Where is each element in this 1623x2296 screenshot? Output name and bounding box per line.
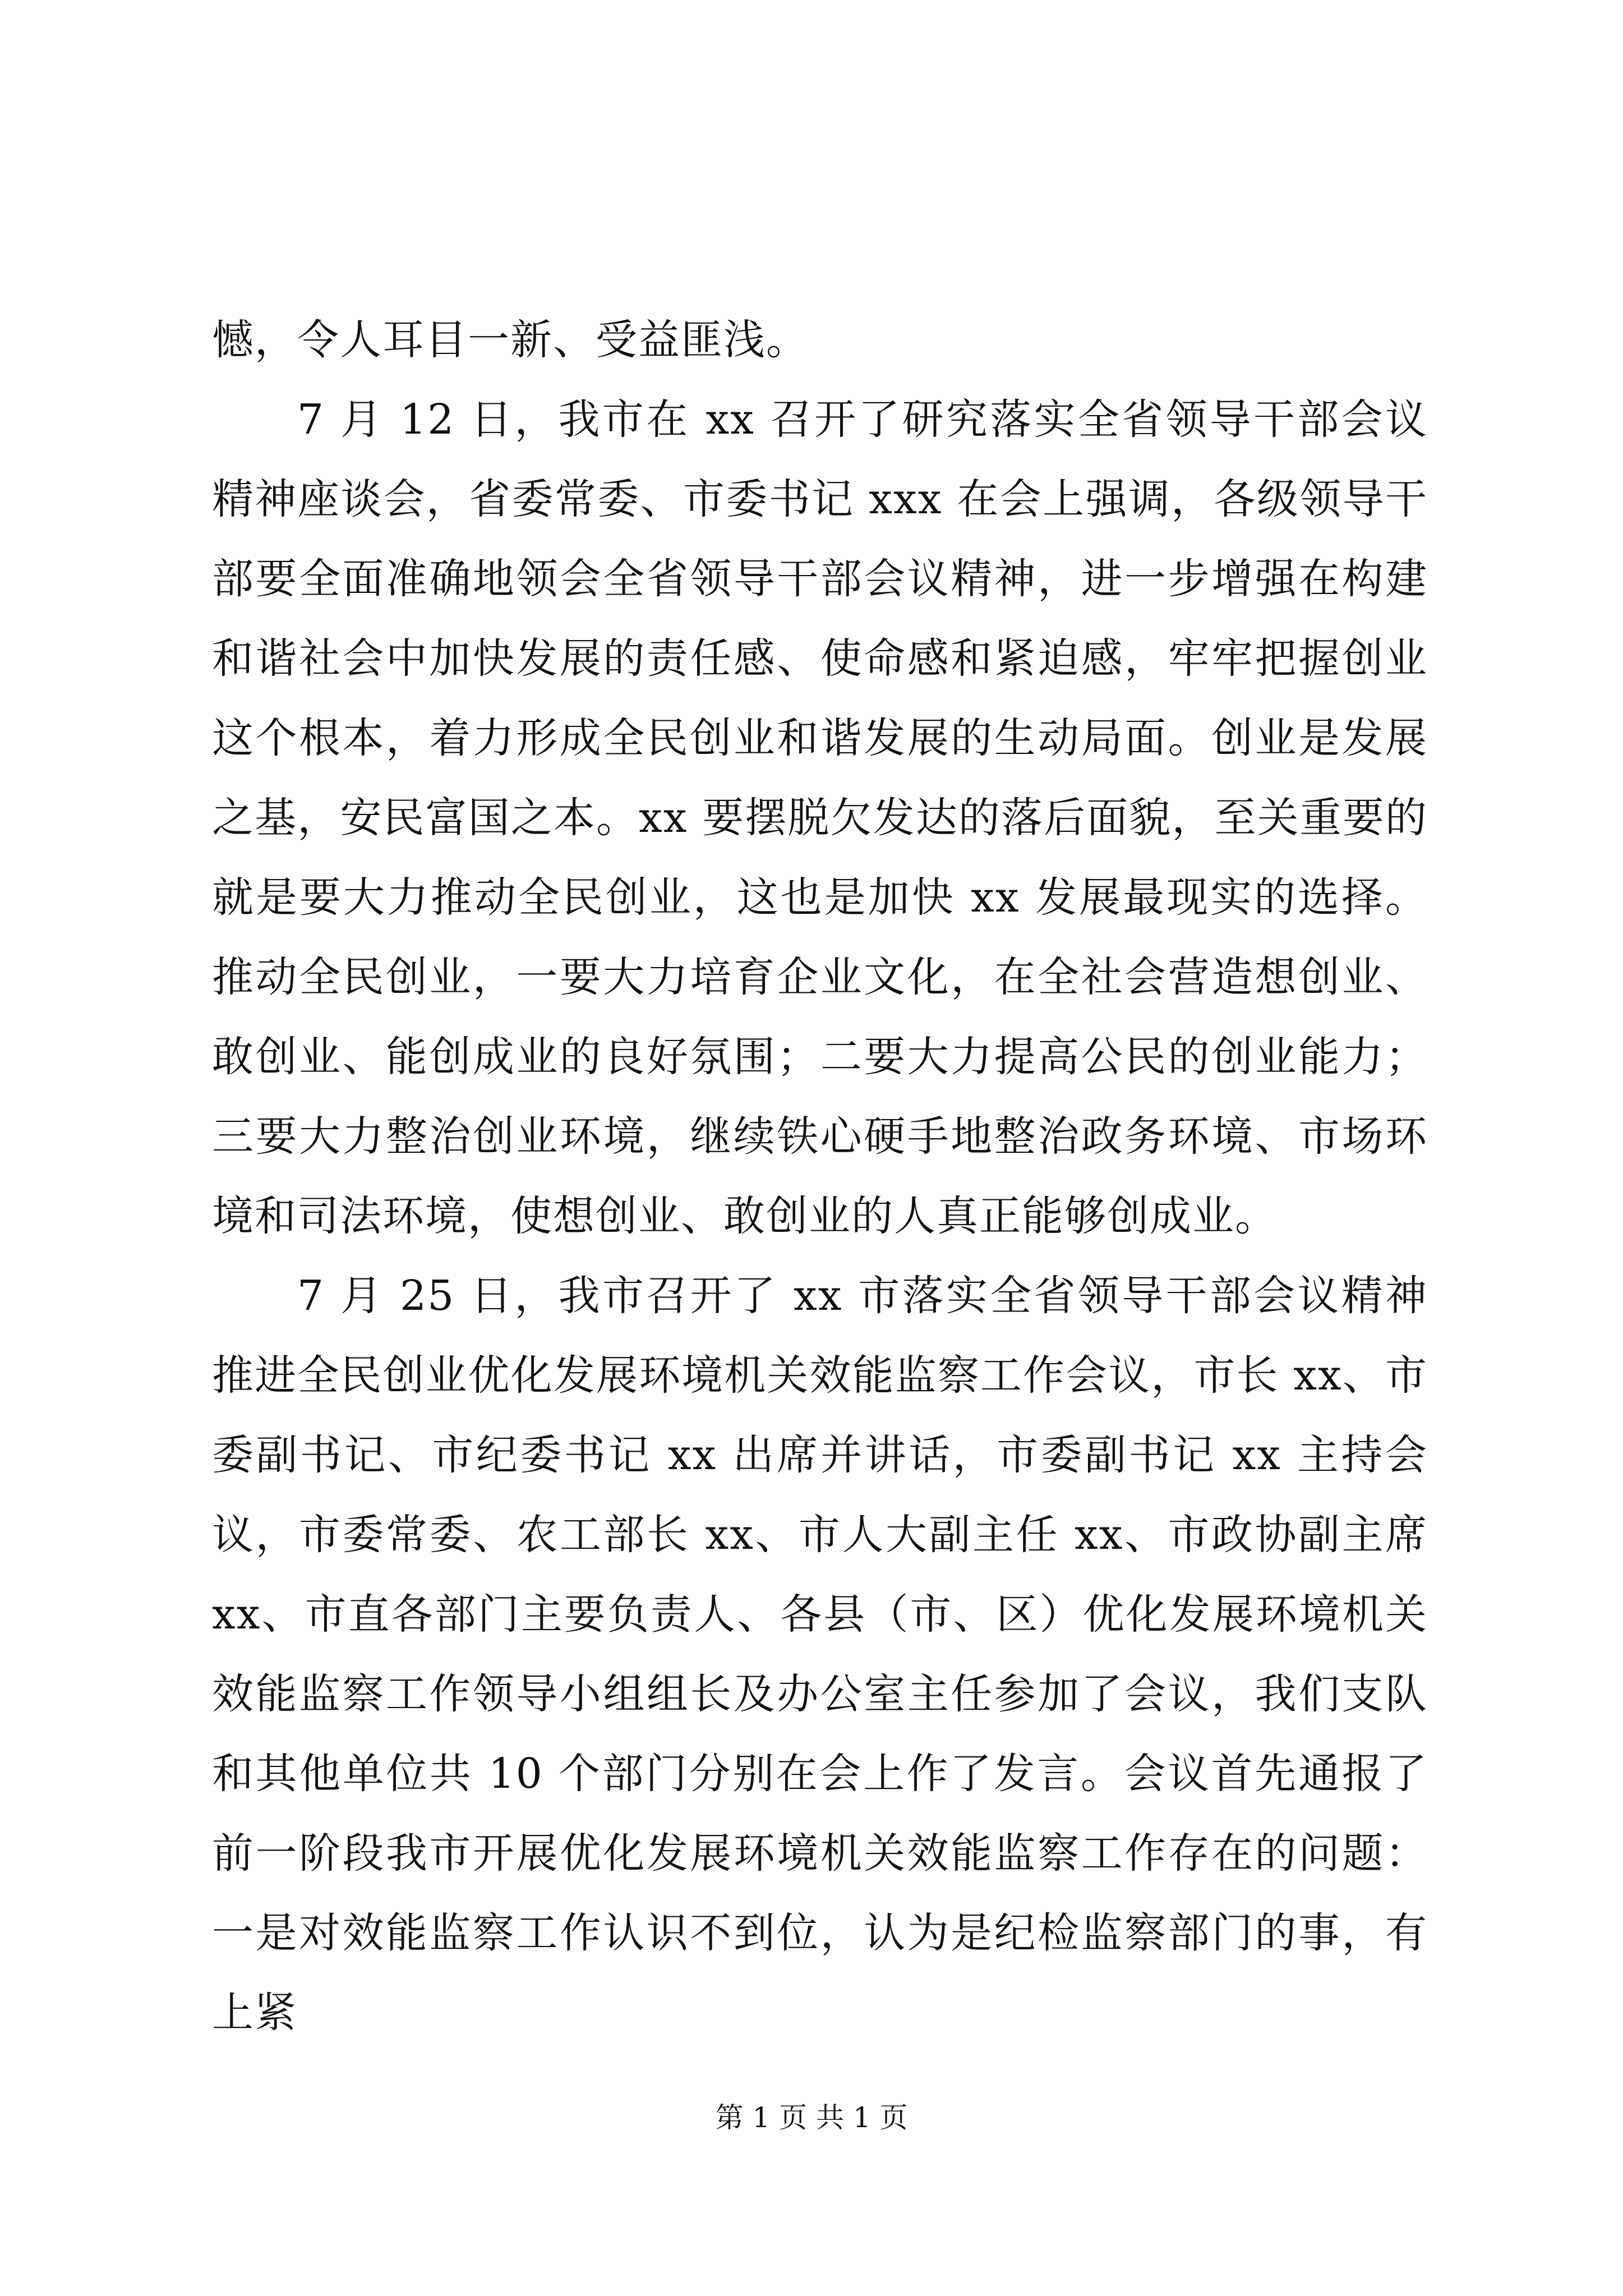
page-footer: 第 1 页 共 1 页: [715, 2101, 908, 2134]
paragraph-continuation: 憾，令人耳目一新、受益匪浅。: [212, 316, 809, 364]
paragraph-july-12: 7 月 12 日，我市在 xx 召开了研究落实全省领导干部会议精神座谈会，省委常委、市委书记 xxx 在会上强调，各级领导干部要全面准确地领会全省领导干部会议精神，进一步增强在构建和谐社会中加快发展的责任感、使命感和紧迫感，牢牢把握创业这个根本，着力形成全民创业和谐发展的生动局面。创业是发展之基，安民富国之本。xx 要摆脱欠发达的落后面貌，至关重要的就是要大力推动全民创业，这也是加快 xx 发展最现实的选择。推动全民创业，一要大力培育企业文化，在全社会营造想创业、敢创业、能创成业的良好氛围；二要大力提高公民的创业能力；三要大力整治创业环境，继续铁心硬手地整治政务环境、市场环境和司法环境，使想创业、敢创业的人真正能够创成业。: [212, 395, 1428, 1240]
paragraph-july-25: 7 月 25 日，我市召开了 xx 市落实全省领导干部会议精神推进全民创业优化发展环境机关效能监察工作会议，市长 xx、市委副书记、市纪委书记 xx 出席并讲话，市委副书记 xx 主持会议，市委常委、农工部长 xx、市人大副主任 xx、市政协副主席 xx、市直各部门主要负责人、各县（市、区）优化发展环境机关效能监察工作领导小组组长及办公室主任参加了会议，我们支队和其他单位共 10 个部门分别在会上作了发言。会议首先通报了前一阶段我市开展优化发展环境机关效能监察工作存在的问题：一是对效能监察工作认识不到位，认为是纪检监察部门的事，有上紧: [212, 1272, 1428, 2037]
document-body: [212, 300, 1428, 2053]
